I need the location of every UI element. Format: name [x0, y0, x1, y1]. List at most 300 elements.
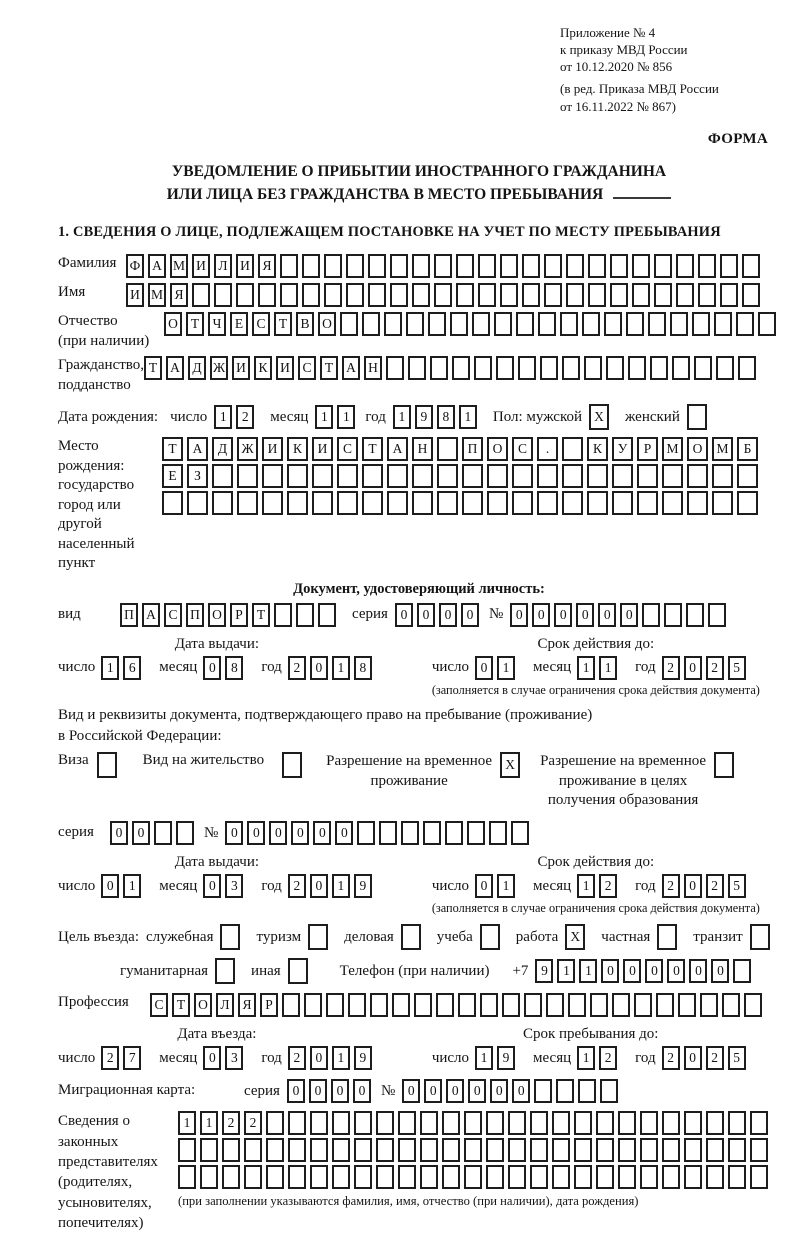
- char-cell[interactable]: 2: [662, 874, 680, 898]
- char-cell[interactable]: [530, 1138, 548, 1162]
- char-cell[interactable]: 1: [101, 656, 119, 680]
- char-cell[interactable]: [656, 993, 674, 1017]
- char-cell[interactable]: А: [148, 254, 166, 278]
- char-cell[interactable]: А: [142, 603, 160, 627]
- char-cell[interactable]: [288, 958, 308, 984]
- char-cell[interactable]: 0: [684, 656, 702, 680]
- char-cell[interactable]: [456, 254, 474, 278]
- char-cell[interactable]: [640, 1165, 658, 1189]
- char-cell[interactable]: 0: [623, 959, 641, 983]
- char-cell[interactable]: [478, 254, 496, 278]
- char-cell[interactable]: [662, 1165, 680, 1189]
- char-cell[interactable]: 0: [510, 603, 528, 627]
- char-cell[interactable]: [664, 603, 682, 627]
- char-cell[interactable]: [508, 1111, 526, 1135]
- char-cell[interactable]: [326, 993, 344, 1017]
- char-cell[interactable]: Т: [252, 603, 270, 627]
- char-cell[interactable]: [628, 356, 646, 380]
- char-cell[interactable]: [220, 924, 240, 950]
- char-cell[interactable]: [657, 924, 677, 950]
- char-cell[interactable]: [368, 283, 386, 307]
- char-cell[interactable]: А: [187, 437, 208, 461]
- char-cell[interactable]: 2: [288, 1046, 306, 1070]
- char-cell[interactable]: [362, 312, 380, 336]
- char-cell[interactable]: И: [312, 437, 333, 461]
- char-cell[interactable]: [552, 1138, 570, 1162]
- char-cell[interactable]: 0: [554, 603, 572, 627]
- char-cell[interactable]: [445, 821, 463, 845]
- char-cell[interactable]: [687, 464, 708, 488]
- char-cell[interactable]: И: [276, 356, 294, 380]
- char-cell[interactable]: О: [208, 603, 226, 627]
- char-cell[interactable]: 2: [244, 1111, 262, 1135]
- char-cell[interactable]: И: [126, 283, 144, 307]
- char-cell[interactable]: [606, 356, 624, 380]
- char-cell[interactable]: [310, 1111, 328, 1135]
- char-cell[interactable]: Ч: [208, 312, 226, 336]
- char-cell[interactable]: [574, 1165, 592, 1189]
- char-cell[interactable]: [192, 283, 210, 307]
- char-cell[interactable]: [178, 1165, 196, 1189]
- char-cell[interactable]: О: [487, 437, 508, 461]
- char-cell[interactable]: [437, 464, 458, 488]
- char-cell[interactable]: [552, 1165, 570, 1189]
- char-cell[interactable]: [720, 283, 738, 307]
- char-cell[interactable]: [262, 464, 283, 488]
- char-cell[interactable]: [401, 821, 419, 845]
- char-cell[interactable]: С: [298, 356, 316, 380]
- char-cell[interactable]: [162, 491, 183, 515]
- char-cell[interactable]: А: [166, 356, 184, 380]
- char-cell[interactable]: 0: [395, 603, 413, 627]
- char-cell[interactable]: [423, 821, 441, 845]
- char-cell[interactable]: [742, 254, 760, 278]
- char-cell[interactable]: 0: [667, 959, 685, 983]
- char-cell[interactable]: [728, 1111, 746, 1135]
- char-cell[interactable]: 0: [598, 603, 616, 627]
- char-cell[interactable]: [562, 437, 583, 461]
- char-cell[interactable]: [733, 959, 751, 983]
- char-cell[interactable]: К: [287, 437, 308, 461]
- char-cell[interactable]: [530, 1165, 548, 1189]
- char-cell[interactable]: [632, 283, 650, 307]
- char-cell[interactable]: 1: [200, 1111, 218, 1135]
- char-cell[interactable]: [750, 924, 770, 950]
- char-cell[interactable]: И: [232, 356, 250, 380]
- char-cell[interactable]: [538, 312, 556, 336]
- char-cell[interactable]: [684, 1165, 702, 1189]
- char-cell[interactable]: 5: [728, 874, 746, 898]
- char-cell[interactable]: 0: [203, 656, 221, 680]
- char-cell[interactable]: 0: [310, 656, 328, 680]
- char-cell[interactable]: [750, 1111, 768, 1135]
- char-cell[interactable]: [332, 1165, 350, 1189]
- char-cell[interactable]: [244, 1138, 262, 1162]
- char-cell[interactable]: С: [252, 312, 270, 336]
- char-cell[interactable]: Е: [230, 312, 248, 336]
- char-cell[interactable]: [462, 464, 483, 488]
- char-cell[interactable]: [212, 491, 233, 515]
- char-cell[interactable]: 2: [101, 1046, 119, 1070]
- char-cell[interactable]: [590, 993, 608, 1017]
- char-cell[interactable]: 1: [577, 874, 595, 898]
- char-cell[interactable]: 0: [331, 1079, 349, 1103]
- char-cell[interactable]: [266, 1111, 284, 1135]
- char-cell[interactable]: С: [150, 993, 168, 1017]
- char-cell[interactable]: [222, 1138, 240, 1162]
- char-cell[interactable]: [706, 1138, 724, 1162]
- char-cell[interactable]: [692, 312, 710, 336]
- char-cell[interactable]: Т: [162, 437, 183, 461]
- char-cell[interactable]: [516, 312, 534, 336]
- char-cell[interactable]: [604, 312, 622, 336]
- char-cell[interactable]: [582, 312, 600, 336]
- char-cell[interactable]: 2: [662, 656, 680, 680]
- char-cell[interactable]: [354, 1111, 372, 1135]
- char-cell[interactable]: [587, 464, 608, 488]
- char-cell[interactable]: [486, 1111, 504, 1135]
- char-cell[interactable]: 1: [337, 405, 355, 429]
- char-cell[interactable]: [178, 1138, 196, 1162]
- char-cell[interactable]: Р: [230, 603, 248, 627]
- char-cell[interactable]: [684, 1138, 702, 1162]
- char-cell[interactable]: 0: [132, 821, 150, 845]
- char-cell[interactable]: 6: [123, 656, 141, 680]
- char-cell[interactable]: [750, 1138, 768, 1162]
- char-cell[interactable]: [398, 1138, 416, 1162]
- char-cell[interactable]: [634, 993, 652, 1017]
- char-cell[interactable]: [398, 1165, 416, 1189]
- char-cell[interactable]: Б: [737, 437, 758, 461]
- char-cell[interactable]: [386, 356, 404, 380]
- char-cell[interactable]: [648, 312, 666, 336]
- char-cell[interactable]: [237, 464, 258, 488]
- char-cell[interactable]: Р: [637, 437, 658, 461]
- char-cell[interactable]: [494, 312, 512, 336]
- char-cell[interactable]: [562, 464, 583, 488]
- char-cell[interactable]: 7: [123, 1046, 141, 1070]
- char-cell[interactable]: [618, 1165, 636, 1189]
- char-cell[interactable]: [376, 1138, 394, 1162]
- char-cell[interactable]: 8: [225, 656, 243, 680]
- char-cell[interactable]: [544, 254, 562, 278]
- char-cell[interactable]: Т: [320, 356, 338, 380]
- char-cell[interactable]: [392, 993, 410, 1017]
- char-cell[interactable]: [512, 491, 533, 515]
- char-cell[interactable]: [612, 491, 633, 515]
- char-cell[interactable]: [274, 603, 292, 627]
- char-cell[interactable]: [654, 283, 672, 307]
- char-cell[interactable]: [412, 464, 433, 488]
- char-cell[interactable]: [574, 1111, 592, 1135]
- char-cell[interactable]: 5: [728, 656, 746, 680]
- char-cell[interactable]: [676, 283, 694, 307]
- char-cell[interactable]: [712, 464, 733, 488]
- char-cell[interactable]: [478, 283, 496, 307]
- char-cell[interactable]: [308, 924, 328, 950]
- char-cell[interactable]: [512, 464, 533, 488]
- char-cell[interactable]: [458, 993, 476, 1017]
- char-cell[interactable]: [401, 924, 421, 950]
- char-cell[interactable]: [310, 1165, 328, 1189]
- char-cell[interactable]: [354, 1138, 372, 1162]
- char-cell[interactable]: 0: [309, 1079, 327, 1103]
- char-cell[interactable]: [452, 356, 470, 380]
- char-cell[interactable]: [534, 1079, 552, 1103]
- char-cell[interactable]: У: [612, 437, 633, 461]
- char-cell[interactable]: [467, 821, 485, 845]
- char-cell[interactable]: А: [342, 356, 360, 380]
- char-cell[interactable]: 2: [706, 874, 724, 898]
- char-cell[interactable]: [200, 1165, 218, 1189]
- char-cell[interactable]: Ф: [126, 254, 144, 278]
- char-cell[interactable]: [487, 491, 508, 515]
- char-cell[interactable]: [610, 254, 628, 278]
- char-cell[interactable]: 0: [225, 821, 243, 845]
- char-cell[interactable]: И: [236, 254, 254, 278]
- char-cell[interactable]: [574, 1138, 592, 1162]
- char-cell[interactable]: 2: [236, 405, 254, 429]
- char-cell[interactable]: 8: [354, 656, 372, 680]
- char-cell[interactable]: М: [170, 254, 188, 278]
- char-cell[interactable]: [312, 491, 333, 515]
- char-cell[interactable]: 0: [110, 821, 128, 845]
- char-cell[interactable]: Е: [162, 464, 183, 488]
- char-cell[interactable]: [524, 993, 542, 1017]
- char-cell[interactable]: [654, 254, 672, 278]
- char-cell[interactable]: [362, 464, 383, 488]
- char-cell[interactable]: [266, 1165, 284, 1189]
- char-cell[interactable]: [237, 491, 258, 515]
- char-cell[interactable]: П: [120, 603, 138, 627]
- char-cell[interactable]: [236, 283, 254, 307]
- char-cell[interactable]: [486, 1138, 504, 1162]
- char-cell[interactable]: [398, 1111, 416, 1135]
- char-cell[interactable]: Я: [238, 993, 256, 1017]
- char-cell[interactable]: [566, 254, 584, 278]
- char-cell[interactable]: [700, 993, 718, 1017]
- char-cell[interactable]: [728, 1138, 746, 1162]
- char-cell[interactable]: [434, 254, 452, 278]
- char-cell[interactable]: [304, 993, 322, 1017]
- char-cell[interactable]: 1: [332, 1046, 350, 1070]
- char-cell[interactable]: 2: [662, 1046, 680, 1070]
- char-cell[interactable]: [430, 356, 448, 380]
- char-cell[interactable]: 2: [599, 874, 617, 898]
- char-cell[interactable]: [348, 993, 366, 1017]
- char-cell[interactable]: 9: [415, 405, 433, 429]
- char-cell[interactable]: [500, 283, 518, 307]
- char-cell[interactable]: О: [318, 312, 336, 336]
- char-cell[interactable]: 2: [222, 1111, 240, 1135]
- char-cell[interactable]: [200, 1138, 218, 1162]
- char-cell[interactable]: К: [587, 437, 608, 461]
- char-cell[interactable]: [698, 283, 716, 307]
- char-cell[interactable]: [720, 254, 738, 278]
- char-cell[interactable]: Т: [274, 312, 292, 336]
- char-cell[interactable]: 3: [225, 1046, 243, 1070]
- char-cell[interactable]: [737, 491, 758, 515]
- char-cell[interactable]: [632, 254, 650, 278]
- char-cell[interactable]: [437, 437, 458, 461]
- char-cell[interactable]: О: [194, 993, 212, 1017]
- char-cell[interactable]: [610, 283, 628, 307]
- char-cell[interactable]: 1: [393, 405, 411, 429]
- char-cell[interactable]: [420, 1165, 438, 1189]
- char-cell[interactable]: 2: [288, 874, 306, 898]
- char-cell[interactable]: 1: [475, 1046, 493, 1070]
- char-cell[interactable]: [480, 924, 500, 950]
- char-cell[interactable]: Т: [144, 356, 162, 380]
- char-cell[interactable]: [390, 254, 408, 278]
- char-cell[interactable]: Я: [170, 283, 188, 307]
- char-cell[interactable]: [588, 254, 606, 278]
- char-cell[interactable]: 0: [313, 821, 331, 845]
- char-cell[interactable]: [287, 464, 308, 488]
- char-cell[interactable]: 0: [684, 874, 702, 898]
- char-cell[interactable]: [662, 1138, 680, 1162]
- char-cell[interactable]: 1: [214, 405, 232, 429]
- char-cell[interactable]: М: [148, 283, 166, 307]
- char-cell[interactable]: [414, 993, 432, 1017]
- char-cell[interactable]: Я: [258, 254, 276, 278]
- char-cell[interactable]: 1: [599, 656, 617, 680]
- char-cell[interactable]: X: [589, 404, 609, 430]
- char-cell[interactable]: [302, 254, 320, 278]
- char-cell[interactable]: [456, 283, 474, 307]
- char-cell[interactable]: 2: [599, 1046, 617, 1070]
- char-cell[interactable]: [390, 283, 408, 307]
- char-cell[interactable]: Ж: [210, 356, 228, 380]
- char-cell[interactable]: [487, 464, 508, 488]
- char-cell[interactable]: [288, 1165, 306, 1189]
- char-cell[interactable]: [714, 752, 734, 778]
- char-cell[interactable]: [362, 491, 383, 515]
- char-cell[interactable]: [496, 356, 514, 380]
- char-cell[interactable]: [686, 603, 704, 627]
- char-cell[interactable]: [587, 491, 608, 515]
- char-cell[interactable]: [296, 603, 314, 627]
- char-cell[interactable]: [442, 1165, 460, 1189]
- char-cell[interactable]: 1: [557, 959, 575, 983]
- char-cell[interactable]: С: [337, 437, 358, 461]
- char-cell[interactable]: 0: [475, 656, 493, 680]
- char-cell[interactable]: [596, 1165, 614, 1189]
- char-cell[interactable]: 0: [684, 1046, 702, 1070]
- char-cell[interactable]: [262, 491, 283, 515]
- char-cell[interactable]: [578, 1079, 596, 1103]
- char-cell[interactable]: 0: [335, 821, 353, 845]
- char-cell[interactable]: 0: [689, 959, 707, 983]
- char-cell[interactable]: С: [512, 437, 533, 461]
- char-cell[interactable]: [637, 464, 658, 488]
- char-cell[interactable]: 0: [291, 821, 309, 845]
- char-cell[interactable]: [500, 254, 518, 278]
- char-cell[interactable]: 0: [512, 1079, 530, 1103]
- char-cell[interactable]: [678, 993, 696, 1017]
- char-cell[interactable]: [442, 1138, 460, 1162]
- char-cell[interactable]: 1: [178, 1111, 196, 1135]
- char-cell[interactable]: 0: [439, 603, 457, 627]
- char-cell[interactable]: [522, 254, 540, 278]
- char-cell[interactable]: [714, 312, 732, 336]
- char-cell[interactable]: [489, 821, 507, 845]
- char-cell[interactable]: А: [387, 437, 408, 461]
- char-cell[interactable]: [596, 1138, 614, 1162]
- char-cell[interactable]: [370, 993, 388, 1017]
- char-cell[interactable]: [518, 356, 536, 380]
- char-cell[interactable]: [502, 993, 520, 1017]
- char-cell[interactable]: [406, 312, 424, 336]
- char-cell[interactable]: 5: [728, 1046, 746, 1070]
- char-cell[interactable]: П: [186, 603, 204, 627]
- char-cell[interactable]: [154, 821, 172, 845]
- char-cell[interactable]: [708, 603, 726, 627]
- char-cell[interactable]: О: [164, 312, 182, 336]
- char-cell[interactable]: Л: [216, 993, 234, 1017]
- char-cell[interactable]: 0: [461, 603, 479, 627]
- char-cell[interactable]: [266, 1138, 284, 1162]
- char-cell[interactable]: [486, 1165, 504, 1189]
- char-cell[interactable]: [450, 312, 468, 336]
- char-cell[interactable]: [556, 1079, 574, 1103]
- char-cell[interactable]: [694, 356, 712, 380]
- char-cell[interactable]: [302, 283, 320, 307]
- char-cell[interactable]: 1: [577, 1046, 595, 1070]
- char-cell[interactable]: [537, 491, 558, 515]
- char-cell[interactable]: 1: [332, 874, 350, 898]
- char-cell[interactable]: 0: [203, 874, 221, 898]
- char-cell[interactable]: [412, 254, 430, 278]
- char-cell[interactable]: Т: [362, 437, 383, 461]
- char-cell[interactable]: [442, 1111, 460, 1135]
- char-cell[interactable]: [337, 464, 358, 488]
- char-cell[interactable]: [310, 1138, 328, 1162]
- char-cell[interactable]: [420, 1111, 438, 1135]
- char-cell[interactable]: [568, 993, 586, 1017]
- char-cell[interactable]: [662, 464, 683, 488]
- char-cell[interactable]: М: [712, 437, 733, 461]
- char-cell[interactable]: Р: [260, 993, 278, 1017]
- char-cell[interactable]: 1: [123, 874, 141, 898]
- char-cell[interactable]: [640, 1111, 658, 1135]
- char-cell[interactable]: Т: [172, 993, 190, 1017]
- char-cell[interactable]: [412, 491, 433, 515]
- char-cell[interactable]: [332, 1138, 350, 1162]
- char-cell[interactable]: И: [192, 254, 210, 278]
- char-cell[interactable]: [288, 1138, 306, 1162]
- char-cell[interactable]: 0: [576, 603, 594, 627]
- char-cell[interactable]: [408, 356, 426, 380]
- char-cell[interactable]: [600, 1079, 618, 1103]
- char-cell[interactable]: 0: [287, 1079, 305, 1103]
- char-cell[interactable]: [750, 1165, 768, 1189]
- char-cell[interactable]: [464, 1111, 482, 1135]
- char-cell[interactable]: [318, 603, 336, 627]
- char-cell[interactable]: 0: [711, 959, 729, 983]
- char-cell[interactable]: [436, 993, 454, 1017]
- char-cell[interactable]: 0: [475, 874, 493, 898]
- char-cell[interactable]: [324, 283, 342, 307]
- char-cell[interactable]: [612, 993, 630, 1017]
- char-cell[interactable]: [698, 254, 716, 278]
- char-cell[interactable]: [588, 283, 606, 307]
- char-cell[interactable]: 0: [247, 821, 265, 845]
- char-cell[interactable]: С: [164, 603, 182, 627]
- char-cell[interactable]: [379, 821, 397, 845]
- char-cell[interactable]: [562, 491, 583, 515]
- char-cell[interactable]: [258, 283, 276, 307]
